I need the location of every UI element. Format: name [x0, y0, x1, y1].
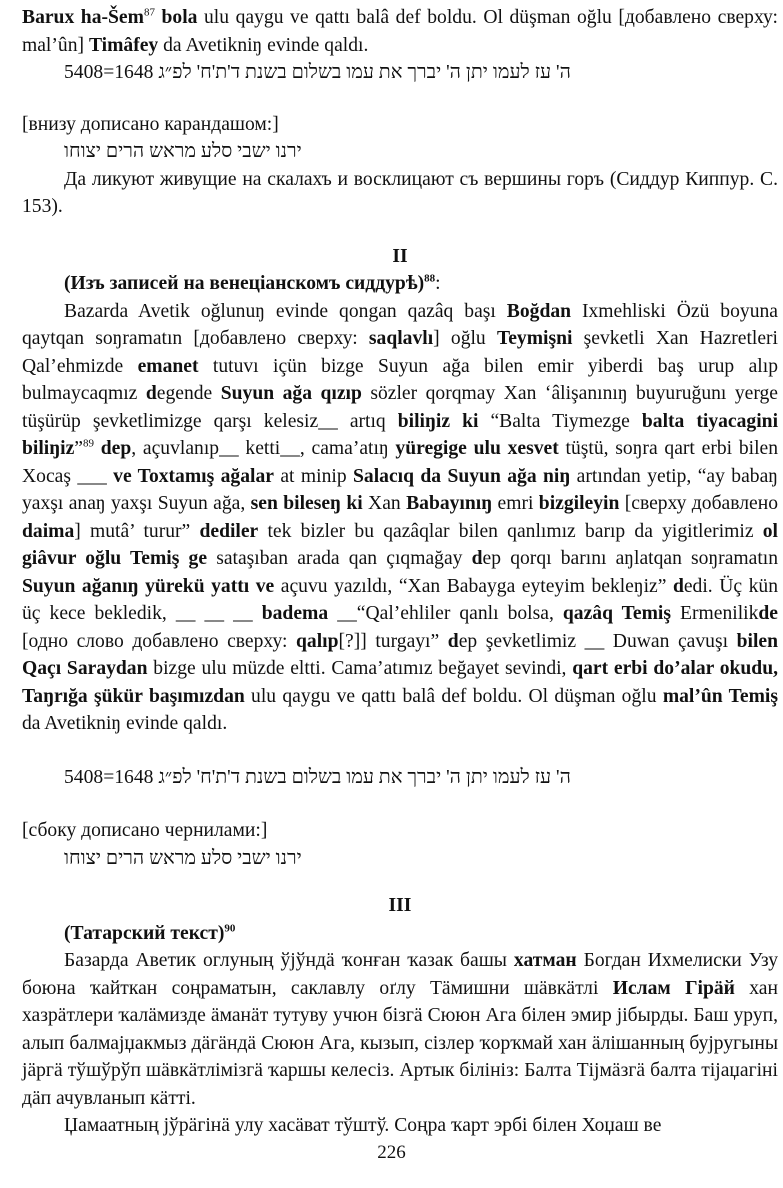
- tatar-paragraph-2: Џамаатның јўрӓгiнӓ улу хасӓват тўштў. Соңра ҡарт эрбi бiлен Хоџаш ве: [64, 1115, 662, 1136]
- hebrew-verse-line-2: ירנו ישבי סלע מראש הרים יצוחו: [64, 847, 302, 869]
- paragraph-top: Barux ha-Šem$^{87}$ bola ulu qaygu ve qattı balâ def boldu. Ol düşman oğlu [добавлено сверху: mal’ûn] Timâfey da Avetikniŋ evinde qaldı.: [22, 6, 778, 56]
- section-heading-iii: III: [388, 895, 412, 916]
- section-ii-subtitle: (Изъ записей на венеціанскомъ сиддурѣ)$^{88}$:: [64, 272, 441, 294]
- hebrew-verse-line: ירנו ישבי סלע מראש הרים יצוחו: [64, 141, 302, 162]
- tatar-paragraph-1: Базарда Аветик оглуның ўјўндӓ ҡонған ҡазак башы хатман Богдан Ихмелиски Узу боюна ҡайткан соңраматын, саклавлу оґлу Тӓмишни шӓвкӓтлi Ислам Гiрӓй хан хазрӓтлери ҡалӓмизде ӓманӓт тутуву учюн бiзгӓ Сююн Ага бiлен эмир јiбырды. Баш уруп, алып балмајџакмыз дӓгӓндӓ Сююн Ага, кызып, сiзлер ҡорҡмай хан ӓлiшанның буjругыны jӓргӓ тўшўрўп шӓвкӓтлiмiзгӓ ҡаршы келесiз. Артык бiлiнiз: Балта Тiјмӓзгӓ балта тiјаџагiнi дӓп ачувланып кӓттi.: [22, 950, 778, 1109]
- section-heading-ii: II: [392, 245, 408, 267]
- pencil-note: [внизу дописано карандашом:]: [22, 113, 279, 135]
- section-ii-body: Bazarda Avetik oğlunuŋ evinde qongan qazâq başı Boğdan Ixmehliski Özü boyuna qaytqan soŋramatın [добавлено сверху: saqlavlı] oğlu Teymişni şevketli Xan Hazretleri Qal’ehmizde emanet tutuvı içün bizge Suyun ağa bilen emir yiberdi baş urup alıp bulmaycaqmız degende Suyun ağa qızıp sözler qorqmay Xan ‘âlişanınıŋ buyuruğunı yerge tüşürüp şevketlimizge qarşı kelesiz__ artıq biliŋiz ki “Balta Tiymezge balta tiyacagini biliŋiz”$^{89}$ dep, açuvlanıp__ ketti__, cama’atıŋ yüregige ulu xesvet tüştü, soŋra qart erbi bilen Xocaş ___ ve Toxtamış ağalar at minip Salacıq da Suyun ağa niŋ artından yetip, “ay babaŋ yaxşı anaŋ yaxşı Suyun ağa, sen bileseŋ ki Xan Babayınıŋ emri bizgileyin [сверху добавлено daima] mutâ’ turur” dediler tek bizler bu qazâqlar bilen qanlımız barıp da yigitlerimiz ol giâvur oğlu Temiş ge sataşıban arada qan çıqmağay dep qorqı barını aŋlatqan soŋramatın Suyun ağanıŋ yürekü yattı ve açuvu yazıldı, “Xan Babayga eyteyim bekleŋiz” dedi. Üç kün üç kece bekledik, __ __ __ badema __“Qal’ehliler qanlı bolsa, qazâq Temiş Ermenilikde [одно слово добавлено сверху: qalıp[?]] turgayı” dep şevketlimiz __ Duwan çavuşı bilen Qaçı Saraydan bizge ulu müzde eltti. Cama’atımız beğayet sevindi, qart erbi do’alar okudu, Taŋrığa şükür başımızdan ulu qaygu ve qattı balâ def boldu. Ol düşman oğlu mal’ûn Temiş da Avetikniŋ evinde qaldı.: [22, 300, 779, 734]
- page-text: [22, 4, 778, 1140]
- section-iii-subtitle: (Татарский текст)$^{90}$: [64, 921, 236, 944]
- ink-note: [сбоку дописано чернилами:]: [22, 820, 268, 841]
- hebrew-blessing-line-2: ה' עז לעמו יתן ה' יברך את עמו בשלום בשנת ד'ת'ח' לפ״ג 1648=5408: [64, 766, 571, 788]
- russian-translation: Да ликуют живущие на скалахъ и восклицают съ вершины горъ (Сиддур Киппур. С. 153).: [22, 168, 778, 217]
- page-number: 226: [377, 1142, 406, 1163]
- hebrew-blessing-line: ה' עז לעמו יתן ה' יברך את עמו בשלום בשנת ד'ת'ח' לפ״ג 1648=5408: [64, 62, 571, 83]
